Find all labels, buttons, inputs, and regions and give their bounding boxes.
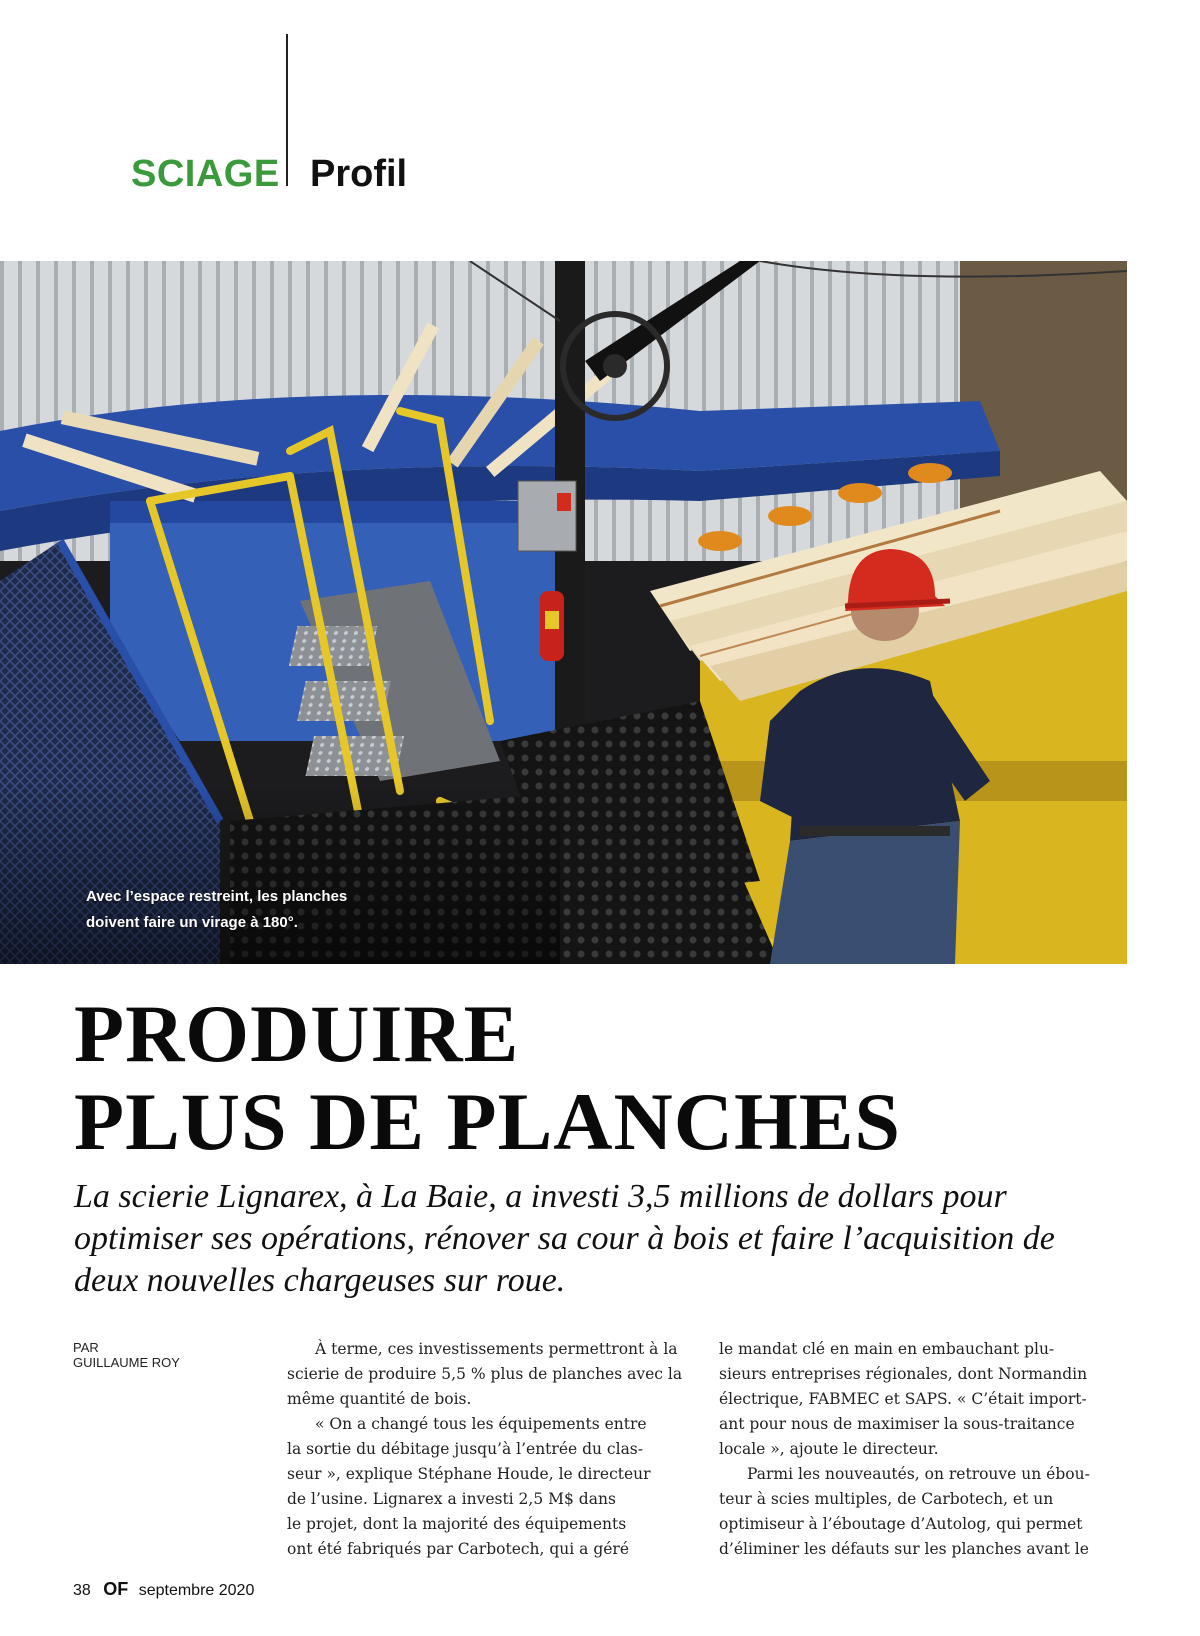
issue-date: septembre 2020 xyxy=(138,1582,255,1599)
body-column-2 xyxy=(719,1337,1123,1562)
deck-line: optimiser ses opérations, rénover sa cour à bois et faire l’acquisition de xyxy=(74,1220,1055,1257)
header-divider xyxy=(286,34,288,186)
article-headline xyxy=(74,990,901,1166)
body-paragraph: « On a changé tous les équipements entre la sortie du débitage jusqu’à l’entrée du clas- seur », explique Stéphane Houde, le directeur de l’usine. Lignarex a investi 2,5 M$ dans le projet, dont la majorité des équipements ont été fabriqués par Carbotech, qui a géré xyxy=(287,1415,651,1558)
page-number: 38 xyxy=(73,1582,91,1599)
section-label: SCIAGE xyxy=(131,153,280,195)
body-paragraph: le mandat clé en main en embauchant plu- sieurs entreprises régionales, dont Normandin électrique, FABMEC et SAPS. « C’était import- ant pour nous de maximiser la sous-traitance locale », ajoute le directeur. xyxy=(719,1340,1088,1458)
body-paragraph: À terme, ces investissements permettront à la scierie de produire 5,5 % plus de planches avec la même quantité de bois. xyxy=(287,1340,683,1408)
caption-line: doivent faire un virage à 180°. xyxy=(86,914,298,931)
caption-line: Avec l’espace restreint, les planches xyxy=(86,888,348,905)
headline-line: PRODUIRE xyxy=(74,988,520,1079)
byline xyxy=(73,1340,180,1370)
article-deck xyxy=(74,1176,1134,1302)
photo-caption xyxy=(86,884,347,936)
page-footer xyxy=(73,1579,254,1600)
body-column-1 xyxy=(287,1337,692,1562)
body-paragraph: Parmi les nouveautés, on retrouve un ébou- teur à scies multiples, de Carbotech, et un optimiseur à l’éboutage d’Autolog, qui permet d’éliminer les défauts sur les planches avant le xyxy=(719,1465,1090,1558)
deck-line: La scierie Lignarex, à La Baie, a investi 3,5 millions de dollars pour xyxy=(74,1178,1007,1215)
byline-label: PAR xyxy=(73,1340,99,1355)
rubric-label: Profil xyxy=(310,153,408,195)
deck-line: deux nouvelles chargeuses sur roue. xyxy=(74,1262,566,1299)
headline-line: PLUS DE PLANCHES xyxy=(74,1076,902,1167)
sawmill-photo xyxy=(0,261,1127,964)
magazine-name: OF xyxy=(103,1579,129,1599)
byline-author: GUILLAUME ROY xyxy=(73,1355,180,1370)
